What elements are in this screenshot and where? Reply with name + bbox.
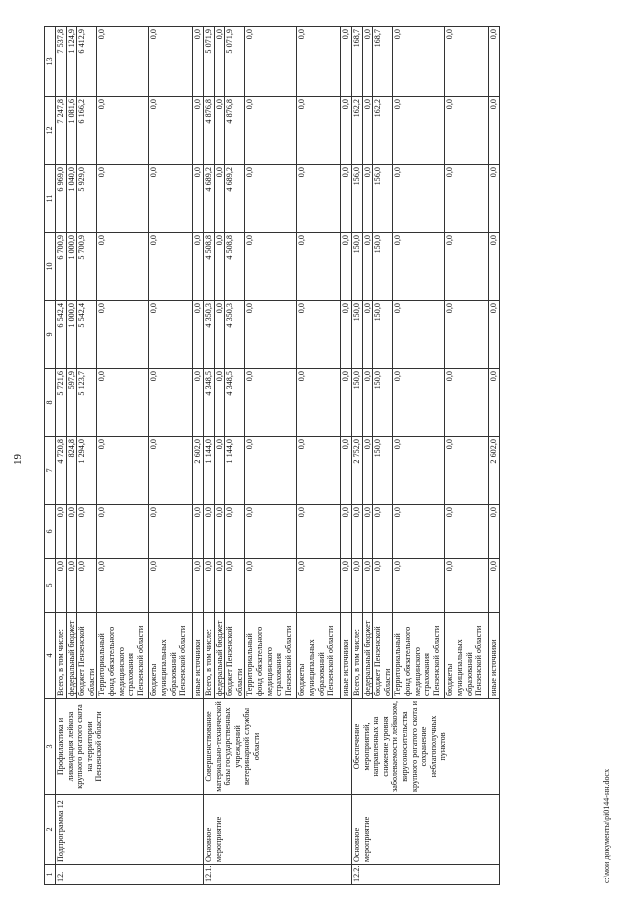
amount-cell: 150,0 [373, 369, 393, 437]
funding-source: Территориальный фонд обязательного медицинского страхования Пензенской области [97, 613, 149, 699]
amount-cell: 0,0 [489, 559, 500, 613]
amount-cell: 0,0 [445, 301, 489, 369]
header-row [45, 27, 56, 885]
header-cell: 7 [45, 437, 56, 505]
amount-cell: 1 000,0 [66, 301, 77, 369]
amount-cell: 0,0 [362, 437, 373, 505]
amount-cell: 4 689,2 [225, 165, 245, 233]
amount-cell: 150,0 [373, 301, 393, 369]
amount-cell: 0,0 [445, 369, 489, 437]
table-row [203, 27, 214, 885]
amount-cell: 0,0 [445, 505, 489, 559]
amount-cell: 0,0 [489, 369, 500, 437]
amount-cell: 0,0 [489, 27, 500, 97]
funding-source: федеральный бюджет [66, 613, 77, 699]
amount-cell: 0,0 [362, 97, 373, 165]
amount-cell: 0,0 [193, 505, 204, 559]
amount-cell: 4 508,8 [203, 233, 214, 301]
amount-cell: 0,0 [297, 559, 341, 613]
amount-cell: 0,0 [245, 233, 297, 301]
amount-cell: 0,0 [56, 559, 67, 613]
amount-cell: 5 071,9 [203, 27, 214, 97]
amount-cell: 1 081,6 [66, 97, 77, 165]
funding-source: иные источники [193, 613, 204, 699]
amount-cell: 0,0 [149, 301, 193, 369]
header-cell: 13 [45, 27, 56, 97]
amount-cell: 150,0 [351, 369, 362, 437]
amount-cell: 0,0 [97, 27, 149, 97]
amount-cell: 0,0 [149, 559, 193, 613]
amount-cell: 4 876,8 [225, 97, 245, 165]
amount-cell: 4 350,3 [225, 301, 245, 369]
amount-cell: 0,0 [214, 505, 225, 559]
amount-cell: 0,0 [489, 165, 500, 233]
amount-cell: 156,0 [351, 165, 362, 233]
header-cell: 10 [45, 233, 56, 301]
funding-source: иные источники [489, 613, 500, 699]
amount-cell: 1 040,0 [66, 165, 77, 233]
amount-cell: 0,0 [203, 559, 214, 613]
table-row [351, 27, 362, 885]
amount-cell: 0,0 [445, 27, 489, 97]
amount-cell: 0,0 [362, 27, 373, 97]
amount-cell: 0,0 [489, 97, 500, 165]
amount-cell: 597,9 [66, 369, 77, 437]
measure-kind: Подпрограмма 12 [56, 795, 204, 865]
amount-cell: 0,0 [245, 559, 297, 613]
amount-cell: 0,0 [245, 97, 297, 165]
amount-cell: 0,0 [193, 97, 204, 165]
amount-cell: 5 071,9 [225, 27, 245, 97]
amount-cell: 0,0 [149, 165, 193, 233]
header-cell: 2 [45, 795, 56, 865]
amount-cell: 6 166,2 [77, 97, 97, 165]
amount-cell: 1 294,0 [77, 437, 97, 505]
amount-cell: 0,0 [297, 27, 341, 97]
amount-cell: 1 124,9 [66, 27, 77, 97]
amount-cell: 0,0 [97, 301, 149, 369]
amount-cell: 0,0 [66, 505, 77, 559]
amount-cell: 156,0 [373, 165, 393, 233]
amount-cell: 0,0 [341, 369, 352, 437]
amount-cell: 168,7 [373, 27, 393, 97]
amount-cell: 6 700,9 [56, 233, 67, 301]
amount-cell: 0,0 [193, 301, 204, 369]
amount-cell: 0,0 [393, 301, 445, 369]
amount-cell: 0,0 [193, 559, 204, 613]
amount-cell: 0,0 [341, 301, 352, 369]
funding-source: иные источники [341, 613, 352, 699]
amount-cell: 0,0 [149, 233, 193, 301]
amount-cell: 0,0 [193, 165, 204, 233]
amount-cell: 5 700,9 [77, 233, 97, 301]
amount-cell: 0,0 [193, 233, 204, 301]
amount-cell: 150,0 [373, 233, 393, 301]
amount-cell: 2 752,0 [351, 437, 362, 505]
amount-cell: 0,0 [214, 97, 225, 165]
funding-source: бюджет Пензенской области [225, 613, 245, 699]
measure-kind: Основное мероприятие [351, 795, 499, 865]
amount-cell: 0,0 [149, 369, 193, 437]
row-number: 12.1. [203, 865, 351, 885]
amount-cell: 0,0 [362, 233, 373, 301]
amount-cell: 0,0 [214, 369, 225, 437]
header-cell: 6 [45, 505, 56, 559]
amount-cell: 0,0 [341, 233, 352, 301]
amount-cell: 168,7 [351, 27, 362, 97]
amount-cell: 0,0 [445, 559, 489, 613]
funding-source: Всего, в том числе: [351, 613, 362, 699]
amount-cell: 0,0 [214, 437, 225, 505]
amount-cell: 0,0 [149, 505, 193, 559]
financing-table [44, 26, 500, 885]
amount-cell: 0,0 [393, 505, 445, 559]
amount-cell: 824,8 [66, 437, 77, 505]
amount-cell: 6 969,0 [56, 165, 67, 233]
amount-cell: 0,0 [393, 27, 445, 97]
funding-source: бюджет Пензенской области [77, 613, 97, 699]
amount-cell: 0,0 [445, 97, 489, 165]
header-cell: 9 [45, 301, 56, 369]
amount-cell: 0,0 [489, 301, 500, 369]
measure-title: Совершенствование материально-технической базы государственных учреждений ветеринарной службы области [203, 699, 351, 795]
measure-title: Профилактика и ликвидация лейкоза крупного рогатого скота на территории Пензенской области [56, 699, 204, 795]
funding-source: бюджеты муниципальных образований Пензенской области [297, 613, 341, 699]
amount-cell: 0,0 [97, 165, 149, 233]
amount-cell: 0,0 [214, 165, 225, 233]
amount-cell: 0,0 [351, 505, 362, 559]
amount-cell: 0,0 [203, 505, 214, 559]
amount-cell: 0,0 [97, 437, 149, 505]
amount-cell: 0,0 [362, 301, 373, 369]
header-cell: 11 [45, 165, 56, 233]
header-cell: 12 [45, 97, 56, 165]
funding-source: бюджеты муниципальных образований Пензенской области [149, 613, 193, 699]
amount-cell: 0,0 [297, 301, 341, 369]
amount-cell: 0,0 [245, 27, 297, 97]
funding-source: Территориальный фонд обязательного медицинского страхования Пензенской области [393, 613, 445, 699]
funding-source: Всего, в том числе: [56, 613, 67, 699]
header-cell: 8 [45, 369, 56, 437]
amount-cell: 0,0 [393, 97, 445, 165]
amount-cell: 0,0 [341, 165, 352, 233]
amount-cell: 0,0 [225, 559, 245, 613]
amount-cell: 0,0 [445, 233, 489, 301]
amount-cell: 0,0 [445, 165, 489, 233]
amount-cell: 0,0 [373, 559, 393, 613]
amount-cell: 0,0 [245, 437, 297, 505]
header-cell: 4 [45, 613, 56, 699]
amount-cell: 4 689,2 [203, 165, 214, 233]
amount-cell: 5 542,4 [77, 301, 97, 369]
amount-cell: 1 000,0 [66, 233, 77, 301]
amount-cell: 4 350,3 [203, 301, 214, 369]
amount-cell: 0,0 [489, 505, 500, 559]
amount-cell: 162,2 [351, 97, 362, 165]
amount-cell: 150,0 [351, 301, 362, 369]
amount-cell: 0,0 [149, 27, 193, 97]
amount-cell: 0,0 [214, 233, 225, 301]
amount-cell: 0,0 [66, 559, 77, 613]
amount-cell: 7 537,8 [56, 27, 67, 97]
measure-title: Обеспечение мероприятий, направленных на снижение уровня заболеваемости лейкозом, вирусоносительства крупного рогатого скота и сохранение неблагополучных пунктов [351, 699, 499, 795]
funding-source: бюджеты муниципальных образований Пензенской области [445, 613, 489, 699]
amount-cell: 0,0 [341, 559, 352, 613]
amount-cell: 0,0 [77, 505, 97, 559]
amount-cell: 0,0 [393, 369, 445, 437]
amount-cell: 0,0 [97, 233, 149, 301]
amount-cell: 0,0 [97, 97, 149, 165]
amount-cell: 6 542,4 [56, 301, 67, 369]
amount-cell: 162,2 [373, 97, 393, 165]
amount-cell: 0,0 [362, 505, 373, 559]
amount-cell: 0,0 [97, 505, 149, 559]
amount-cell: 0,0 [214, 559, 225, 613]
amount-cell: 0,0 [149, 97, 193, 165]
funding-source: Всего, в том числе: [203, 613, 214, 699]
row-number: 12. [56, 865, 204, 885]
amount-cell: 4 508,8 [225, 233, 245, 301]
amount-cell: 150,0 [351, 233, 362, 301]
amount-cell: 0,0 [297, 97, 341, 165]
table-row [56, 27, 67, 885]
funding-source: бюджет Пензенской области [373, 613, 393, 699]
amount-cell: 6 412,9 [77, 27, 97, 97]
row-number: 12.2. [351, 865, 499, 885]
amount-cell: 0,0 [445, 437, 489, 505]
amount-cell: 5 721,6 [56, 369, 67, 437]
amount-cell: 4 348,5 [225, 369, 245, 437]
amount-cell: 0,0 [393, 559, 445, 613]
amount-cell: 0,0 [297, 505, 341, 559]
amount-cell: 5 929,0 [77, 165, 97, 233]
header-cell: 5 [45, 559, 56, 613]
amount-cell: 0,0 [297, 165, 341, 233]
amount-cell: 0,0 [193, 27, 204, 97]
page-number: 19 [12, 454, 24, 465]
amount-cell: 0,0 [214, 27, 225, 97]
amount-cell: 0,0 [489, 233, 500, 301]
table-body [45, 27, 500, 885]
amount-cell: 0,0 [341, 97, 352, 165]
measure-kind: Основное мероприятие [203, 795, 351, 865]
amount-cell: 0,0 [77, 559, 97, 613]
funding-source: Территориальный фонд обязательного медицинского страхования Пензенской области [245, 613, 297, 699]
amount-cell: 2 602,0 [489, 437, 500, 505]
amount-cell: 5 123,7 [77, 369, 97, 437]
amount-cell: 0,0 [245, 301, 297, 369]
amount-cell: 0,0 [225, 505, 245, 559]
amount-cell: 0,0 [214, 301, 225, 369]
amount-cell: 0,0 [149, 437, 193, 505]
amount-cell: 0,0 [393, 437, 445, 505]
amount-cell: 0,0 [341, 437, 352, 505]
amount-cell: 4 720,8 [56, 437, 67, 505]
footer-file-path: c:\мои документы\pi0144-нн.docx [602, 768, 611, 883]
amount-cell: 0,0 [297, 369, 341, 437]
amount-cell: 0,0 [351, 559, 362, 613]
amount-cell: 0,0 [245, 505, 297, 559]
header-cell: 3 [45, 699, 56, 795]
amount-cell: 0,0 [297, 233, 341, 301]
amount-cell: 0,0 [341, 27, 352, 97]
amount-cell: 0,0 [245, 165, 297, 233]
amount-cell: 0,0 [341, 505, 352, 559]
amount-cell: 1 144,0 [203, 437, 214, 505]
amount-cell: 0,0 [193, 369, 204, 437]
amount-cell: 2 602,0 [193, 437, 204, 505]
amount-cell: 0,0 [362, 369, 373, 437]
amount-cell: 0,0 [56, 505, 67, 559]
funding-source: федеральный бюджет [362, 613, 373, 699]
amount-cell: 0,0 [297, 437, 341, 505]
amount-cell: 4 348,5 [203, 369, 214, 437]
amount-cell: 0,0 [373, 505, 393, 559]
amount-cell: 0,0 [393, 233, 445, 301]
amount-cell: 0,0 [362, 559, 373, 613]
amount-cell: 7 247,8 [56, 97, 67, 165]
amount-cell: 0,0 [393, 165, 445, 233]
header-cell: 1 [45, 865, 56, 885]
amount-cell: 0,0 [245, 369, 297, 437]
amount-cell: 0,0 [97, 369, 149, 437]
amount-cell: 150,0 [373, 437, 393, 505]
amount-cell: 0,0 [97, 559, 149, 613]
amount-cell: 4 876,8 [203, 97, 214, 165]
amount-cell: 1 144,0 [225, 437, 245, 505]
amount-cell: 0,0 [362, 165, 373, 233]
funding-source: федеральный бюджет [214, 613, 225, 699]
